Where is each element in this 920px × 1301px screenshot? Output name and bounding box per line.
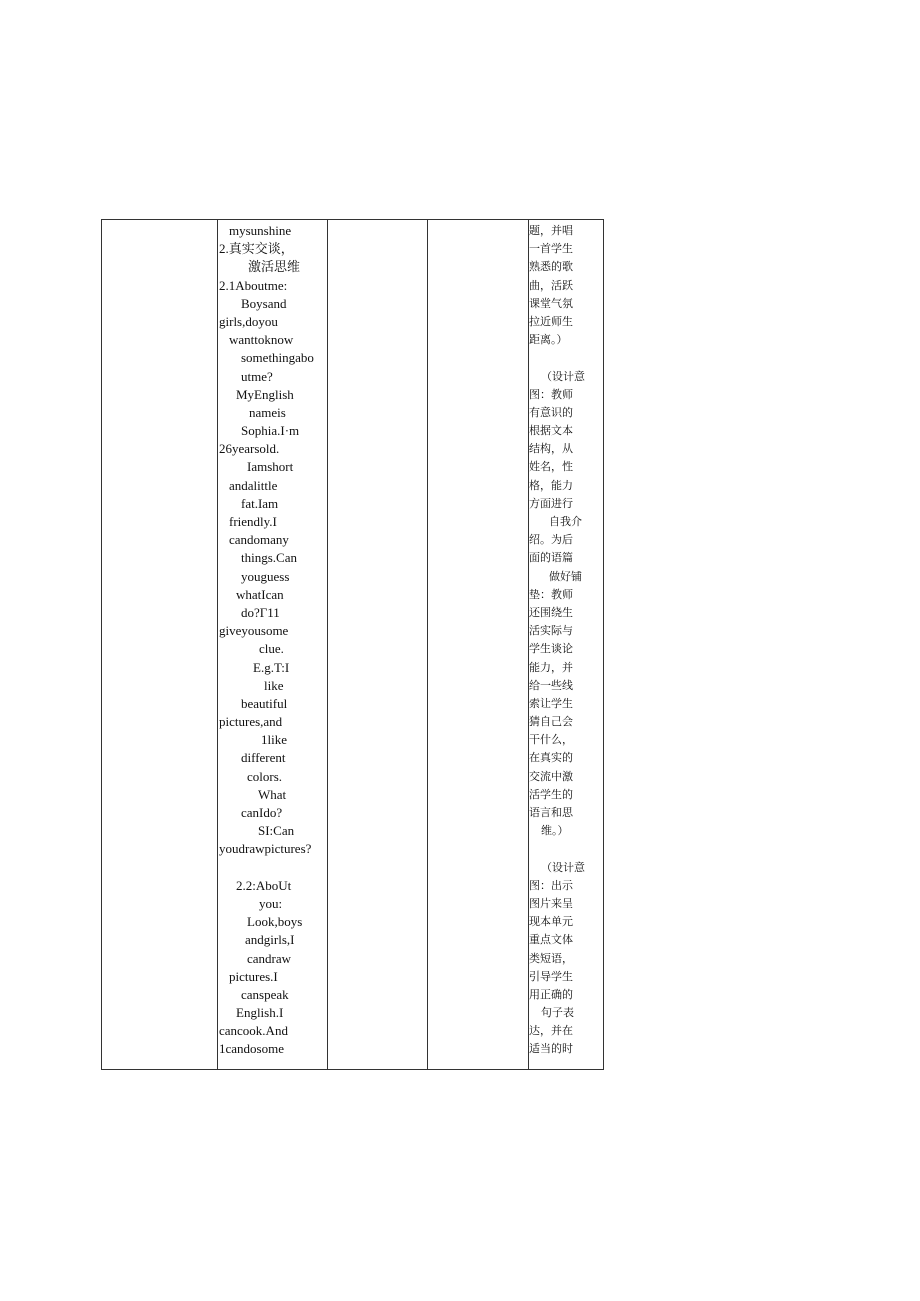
column-divider <box>327 220 328 1069</box>
design-intent-text-line: 距离。） <box>529 333 568 347</box>
design-intent-text-line: 类短语， <box>529 951 573 965</box>
procedure-text-line: candomany <box>229 532 289 548</box>
procedure-text-line: pictures.I <box>229 968 278 984</box>
procedure-text-line: Look,boys <box>247 914 303 930</box>
design-intent-text-line: 图片来呈 <box>529 896 573 910</box>
design-intent-text-line: 题，并唱 <box>529 224 573 237</box>
design-intent-text-line: 方面进行 <box>529 496 573 510</box>
design-intent-text-line: 达，并在 <box>529 1024 573 1038</box>
procedure-text-line: somethingabo <box>241 350 314 366</box>
procedure-text-line: Sophia.I·m <box>241 423 300 439</box>
design-intent-text-line: 引导学生 <box>529 969 573 983</box>
procedure-text-line: E.g.T:I <box>253 659 290 675</box>
design-intent-text-line: 适当的时 <box>529 1042 573 1056</box>
design-intent-text-line: 根据文本 <box>529 424 573 438</box>
design-intent-text-line: 还围绕生 <box>529 605 573 619</box>
procedure-text-line: Iamshort <box>247 459 294 475</box>
procedure-text-line: 2.1Aboutme: <box>219 277 288 293</box>
design-intent-text-line <box>529 349 601 367</box>
design-intent-text-line: 活学生的 <box>529 787 573 801</box>
design-intent-text-line: （设计意 <box>541 860 585 874</box>
procedure-text-line: 1candosome <box>219 1041 284 1057</box>
procedure-text-line: canIdo? <box>241 805 283 820</box>
design-intent-text-line: 用正确的 <box>529 987 573 1001</box>
procedure-text-line: nameis <box>249 404 286 420</box>
design-intent-text-line: 曲，活跃 <box>529 278 573 292</box>
design-intent-text-line: 交流中激 <box>529 769 573 783</box>
procedure-text-line: Boysand <box>241 295 287 311</box>
procedure-text-line: mysunshine <box>229 223 292 238</box>
design-intent-text-line: 维。） <box>541 824 569 838</box>
procedure-text-line: giveyousome <box>219 623 289 639</box>
design-intent-text-line: 图：出示 <box>529 878 573 892</box>
procedure-text-line: 26yearsold. <box>219 441 280 457</box>
design-intent-text-line: 面的语篇 <box>529 551 573 565</box>
procedure-text-line: youguess <box>241 568 290 584</box>
design-intent-cell <box>529 222 601 1059</box>
design-intent-text-line: 干什么， <box>529 733 573 747</box>
design-intent-text-line: 姓名，性 <box>529 460 573 474</box>
procedure-text-line: whatIcan <box>236 586 284 602</box>
procedure-text-line: wanttoknow <box>229 332 294 348</box>
design-intent-text-line: 句子表 <box>541 1006 574 1020</box>
design-intent-text-line: 有意识的 <box>529 405 573 419</box>
design-intent-text-line: 绍。为后 <box>529 533 573 547</box>
design-intent-text-line: 语言和思 <box>529 806 573 819</box>
design-intent-text-line: 活实际与 <box>529 624 573 638</box>
design-intent-text-line: 拉近师生 <box>529 314 573 328</box>
procedure-text-line: 1like <box>261 732 287 748</box>
design-intent-text-line: 图：教师 <box>529 387 573 401</box>
procedure-text-line: MyEnglish <box>236 386 294 402</box>
procedure-text-line: colors. <box>247 768 283 784</box>
procedure-text-line: beautiful <box>241 695 288 711</box>
procedure-text-line: girls,doyou <box>219 313 278 329</box>
procedure-text-line: different <box>241 750 286 766</box>
design-intent-text-line: 能力，并 <box>529 660 573 674</box>
procedure-text-line: SI:Can <box>258 823 295 839</box>
design-intent-text-line: 熟悉的歌 <box>529 260 573 274</box>
procedure-text-line: candraw <box>247 950 292 966</box>
procedure-text-line: friendly.I <box>229 514 277 529</box>
procedure-text-line: 激活思维 <box>248 259 301 275</box>
procedure-text-line: andgirls,I <box>245 932 295 948</box>
column-divider <box>217 220 218 1069</box>
design-intent-text-line: 猜自己会 <box>529 715 573 729</box>
procedure-text-line: What <box>258 786 287 802</box>
procedure-text-line: youdrawpictures? <box>219 841 312 857</box>
design-intent-text-line: 自我介 <box>549 515 582 528</box>
teaching-procedure-cell <box>219 222 327 1059</box>
procedure-text-line: 2.真实交谈， <box>219 241 294 257</box>
design-intent-text-line: 索让学生 <box>529 696 573 710</box>
design-intent-text-line: 学生谈论 <box>529 642 573 656</box>
procedure-text-line: 2.2:AboUt <box>236 877 292 893</box>
design-intent-text-line: 重点文体 <box>529 933 573 947</box>
procedure-text-line: fat.Iam <box>241 495 279 511</box>
procedure-text-line: things.Can <box>241 550 297 566</box>
design-intent-text-line: 一首学生 <box>529 242 573 256</box>
procedure-text-line <box>219 859 327 877</box>
procedure-text-line: you: <box>259 895 283 911</box>
design-intent-text-line <box>529 840 601 858</box>
procedure-text-line: utme? <box>241 368 273 384</box>
column-divider <box>427 220 428 1069</box>
procedure-text-line: like <box>264 677 284 693</box>
procedure-text-line: English.I <box>236 1005 284 1021</box>
procedure-text-line: pictures,and <box>219 714 283 730</box>
design-intent-text-line: 现本单元 <box>529 915 573 929</box>
design-intent-text-line: 给一些线 <box>529 678 573 692</box>
design-intent-text-line: 垫：教师 <box>529 587 573 601</box>
design-intent-text-line: 格，能力 <box>529 478 573 492</box>
design-intent-text-line: 做好铺 <box>549 569 582 583</box>
procedure-text-line: canspeak <box>241 986 289 1002</box>
procedure-text-line: andalittle <box>229 477 278 493</box>
procedure-text-line: do?Γ11 <box>241 604 280 620</box>
procedure-text-line: cancook.And <box>219 1023 288 1039</box>
lesson-plan-table <box>101 219 604 1070</box>
procedure-text-line: clue. <box>259 641 284 657</box>
design-intent-text-line: 结构，从 <box>529 442 573 456</box>
design-intent-text-line: 在真实的 <box>529 751 573 765</box>
design-intent-text-line: （设计意 <box>541 369 585 383</box>
design-intent-text-line: 课堂气氛 <box>529 296 573 310</box>
